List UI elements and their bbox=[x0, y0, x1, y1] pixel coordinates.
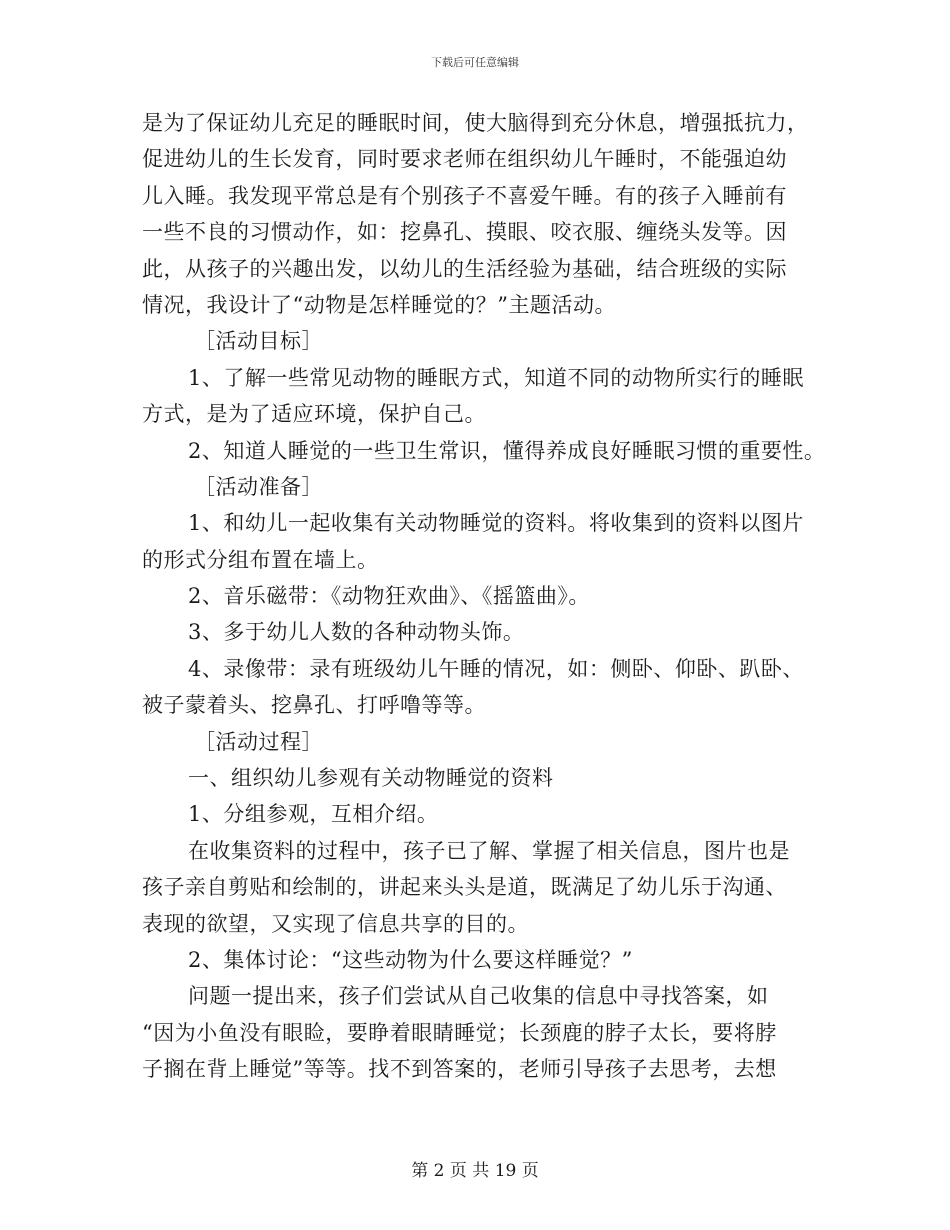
text-line: 子搁在背上睡觉”等等。找不到答案的，老师引导孩子去思考，去想 bbox=[142, 1057, 777, 1082]
text-line: 方式，是为了适应环境，保护自己。 bbox=[142, 402, 486, 427]
text-line: 是为了保证幼儿充足的睡眠时间，使大脑得到充分休息，增强抵抗力， bbox=[142, 111, 809, 135]
text-line: 促进幼儿的生长发育，同时要求老师在组织幼儿午睡时，不能强迫幼 bbox=[142, 147, 787, 172]
text-line: “因为小鱼没有眼睑，要睁着眼睛睡觉；长颈鹿的脖子太长，要将脖 bbox=[142, 1020, 777, 1045]
text-line: 2、知道人睡觉的一些卫生常识，懂得养成良好睡眠习惯的重要性。 bbox=[188, 438, 826, 463]
text-line: 在收集资料的过程中，孩子已了解、掌握了相关信息，图片也是 bbox=[188, 838, 790, 863]
text-line: 2、集体讨论：“这些动物为什么要这样睡觉？” bbox=[188, 947, 633, 972]
text-line: 一些不良的习惯动作，如：挖鼻孔、摸眼、咬衣服、缠绕头发等。因 bbox=[142, 220, 787, 245]
text-line: 被子蒙着头、挖鼻孔、打呼噜等等。 bbox=[142, 693, 486, 718]
text-line: 孩子亲自剪贴和绘制的，讲起来头头是道，既满足了幼儿乐于沟通、 bbox=[142, 875, 787, 900]
text-line: 一、组织幼儿参观有关动物睡觉的资料 bbox=[188, 766, 554, 791]
text-line: 情况，我设计了“动物是怎样睡觉的？”主题活动。 bbox=[142, 292, 616, 317]
document-body bbox=[142, 105, 826, 1088]
text-line: 此，从孩子的兴趣出发，以幼儿的生活经验为基础，结合班级的实际 bbox=[142, 256, 787, 281]
section-heading: ［活动过程］ bbox=[194, 729, 323, 754]
text-line: 1、分组参观，互相介绍。 bbox=[188, 802, 439, 827]
text-line: 1、了解一些常见动物的睡眠方式，知道不同的动物所实行的睡眠 bbox=[188, 365, 804, 390]
section-heading: ［活动准备］ bbox=[194, 474, 323, 499]
text-line: 3、多于幼儿人数的各种动物头饰。 bbox=[188, 620, 525, 645]
page-number-footer: 第 2 页 共 19 页 bbox=[411, 1161, 539, 1181]
text-line: 2、音乐磁带：《动物狂欢曲》、《摇篮曲》。 bbox=[188, 584, 590, 609]
text-line: 儿入睡。我发现平常总是有个别孩子不喜爱午睡。有的孩子入睡前有 bbox=[142, 183, 787, 208]
text-line: 4、录像带：录有班级幼儿午睡的情况，如：侧卧、仰卧、趴卧、 bbox=[188, 656, 804, 681]
text-line: 的形式分组布置在墙上。 bbox=[142, 547, 379, 572]
text-line: 表现的欲望，又实现了信息共享的目的。 bbox=[142, 911, 529, 936]
section-heading: ［活动目标］ bbox=[194, 329, 323, 354]
page-header: 下载后可任意编辑 bbox=[431, 56, 519, 69]
text-line: 1、和幼儿一起收集有关动物睡觉的资料。将收集到的资料以图片 bbox=[188, 511, 804, 536]
text-line: 问题一提出来，孩子们尝试从自己收集的信息中寻找答案，如 bbox=[188, 984, 769, 1009]
